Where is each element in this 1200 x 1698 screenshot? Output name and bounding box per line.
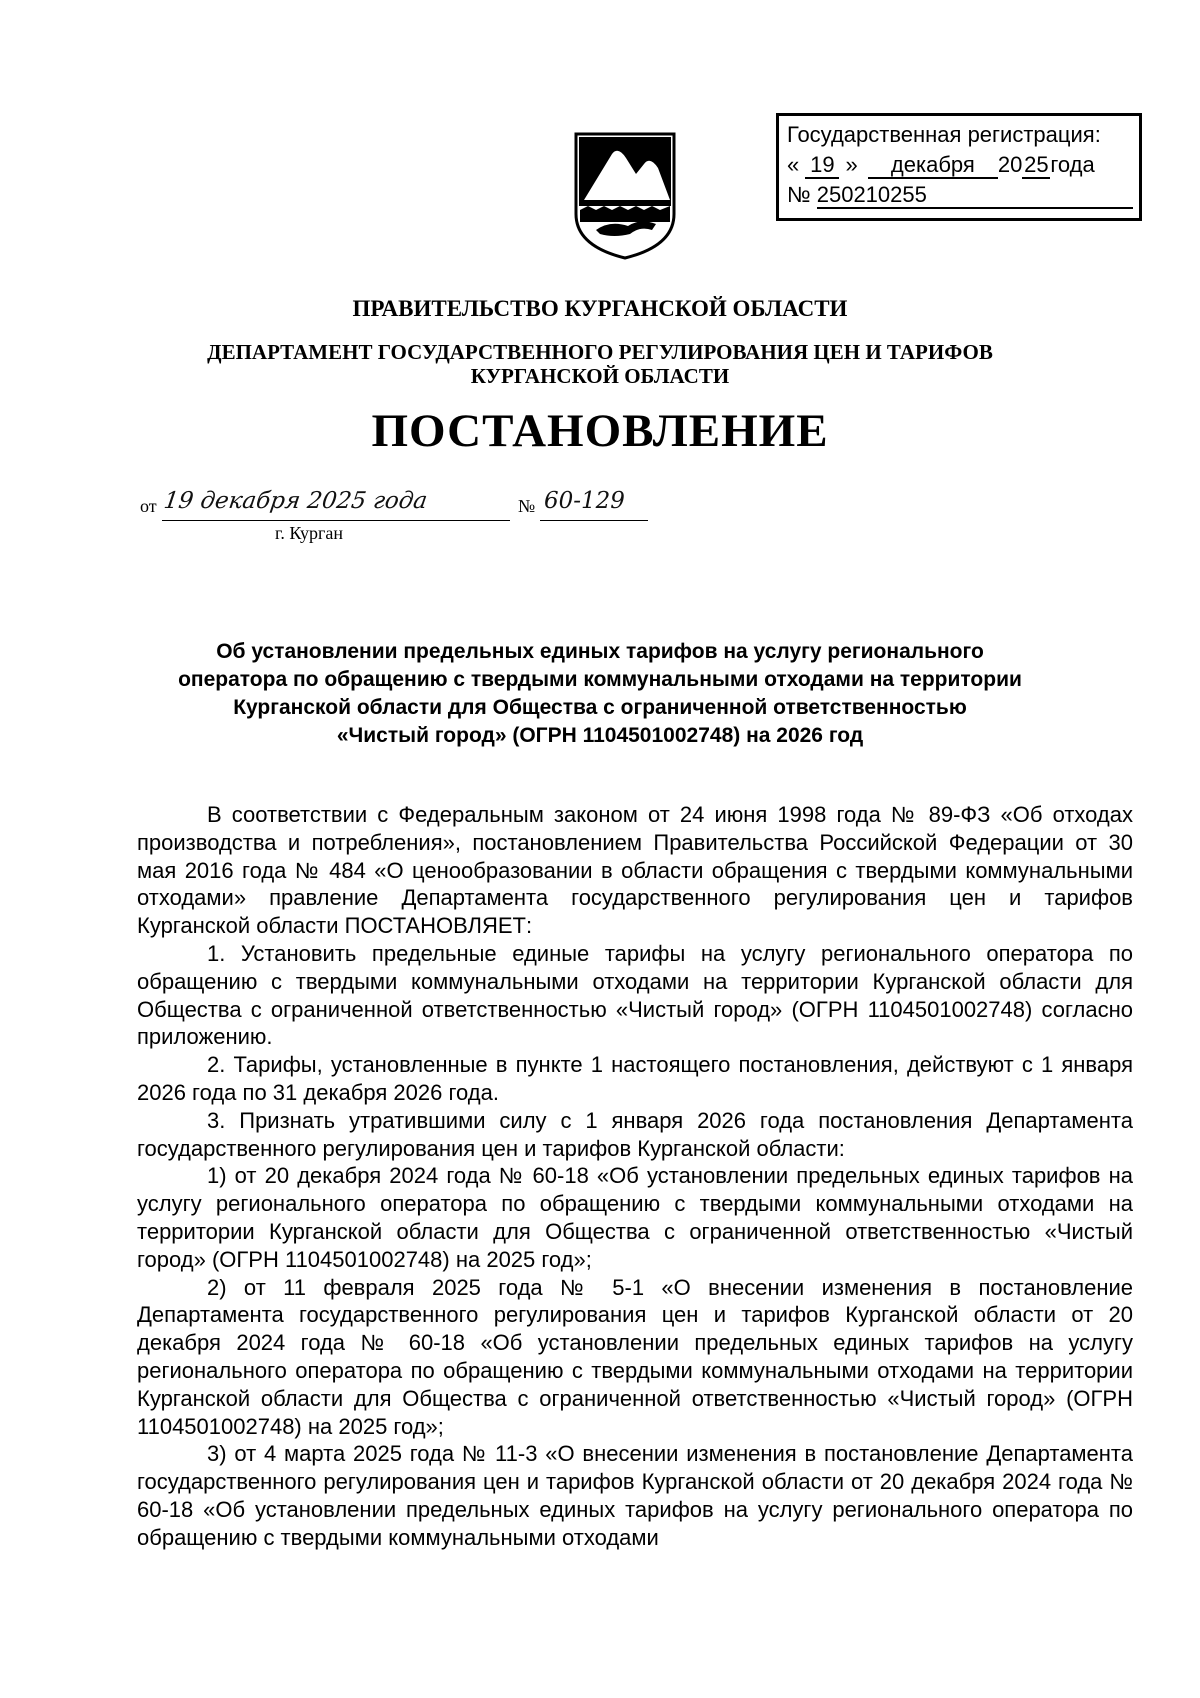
number-label: № xyxy=(518,496,536,516)
government-name: ПРАВИТЕЛЬСТВО КУРГАНСКОЙ ОБЛАСТИ xyxy=(352,296,848,321)
date-underline xyxy=(162,520,510,521)
city: г. Курган xyxy=(275,523,344,543)
number-underline xyxy=(540,520,648,521)
subject-line: Курганской области для Общества с ограниченной ответственностью xyxy=(233,696,967,719)
registration-date xyxy=(787,150,1139,180)
registration-stamp xyxy=(776,113,1142,221)
department-name-line2: КУРГАНСКОЙ ОБЛАСТИ xyxy=(470,364,730,388)
subject-line: оператора по обращению с твердыми коммунальными отходами на территории xyxy=(178,668,1022,691)
registration-title: Государственная регистрация: xyxy=(787,122,1101,147)
registration-year-suffix: 25 xyxy=(1024,152,1049,177)
registration-open-quote: « xyxy=(787,152,800,177)
item-1-paragraph: 1. Установить предельные единые тарифы на услугу регионального оператора по обращению с твердыми коммунальными отходами на территории Курганской области для Общества с ограниченной ответственностью «Чистый город» (ОГРН 1104501002748) согласно приложению. xyxy=(137,940,1133,1050)
item-3-paragraph: 3. Признать утратившими силу с 1 января 2026 года постановления Департамента государственного регулирования цен и тарифов Курганской области: xyxy=(137,1107,1133,1161)
document-type-title: ПОСТАНОВЛЕНИЕ xyxy=(371,405,829,457)
coat-of-arms-icon xyxy=(570,130,680,262)
registration-day: 19 xyxy=(805,153,839,179)
item-3-1-paragraph: 1) от 20 декабря 2024 года № 60-18 «Об установлении предельных единых тарифов на услугу регионального оператора по обращению с твердыми коммунальными отходами на территории Курганской области для Общества с ограниченной ответственностью «Чистый город» (ОГРН 1104501002748) на 2025 год»; xyxy=(137,1163,1133,1272)
subject-line: «Чистый город» (ОГРН 1104501002748) на 2026 год xyxy=(336,724,864,747)
registration-year-word: года xyxy=(1050,152,1095,177)
department-name-line1: ДЕПАРТАМЕНТ ГОСУДАРСТВЕННОГО РЕГУЛИРОВАНИЯ ЦЕН И ТАРИФОВ xyxy=(207,340,993,364)
handwritten-date: 19 декабря 2025 года xyxy=(162,488,429,514)
item-3-2-paragraph: 2) от 11 февраля 2025 года № 5-1 «О внесении изменения в постановление Департамента государственного регулирования цен и тарифов Курганской области от 20 декабря 2024 года № 60-18 «Об установлении предельных единых тарифов на услугу регионального оператора по обращению с твердыми коммунальными отходами на территории Курганской области для Общества с ограниченной ответственностью «Чистый город» (ОГРН 1104501002748) на 2025 год»; xyxy=(137,1274,1133,1439)
registration-number: 250210255 xyxy=(817,183,1133,209)
document-subject xyxy=(120,638,1080,750)
registration-close-quote: » xyxy=(845,152,858,177)
date-from-label: от xyxy=(140,496,157,516)
handwritten-number: 60-129 xyxy=(544,488,625,514)
registration-number-row xyxy=(787,180,1139,210)
registration-year-prefix: 20 xyxy=(997,152,1023,177)
document-body xyxy=(137,801,1133,1552)
item-3-3-paragraph: 3) от 4 марта 2025 года № 11-3 «О внесении изменения в постановление Департамента государственного регулирования цен и тарифов Курганской области от 20 декабря 2024 года № 60-18 «Об установлении предельных единых тарифов на услугу регионального оператора по обращению с твердыми коммунальными отходами xyxy=(137,1441,1133,1550)
item-2-paragraph: 2. Тарифы, установленные в пункте 1 настоящего постановления, действуют с 1 января 2026 года по 31 декабря 2026 года. xyxy=(137,1052,1133,1105)
registration-number-label: № xyxy=(787,182,811,207)
subject-line: Об установлении предельных единых тарифов на услугу регионального xyxy=(216,640,984,663)
registration-month: декабря xyxy=(868,153,998,179)
preamble-paragraph: В соответствии с Федеральным законом от 24 июня 1998 года № 89-ФЗ «Об отходах производства и потребления», постановлением Правительства Российской Федерации от 30 мая 2016 года № 484 «О ценообразовании в области обращения с твердыми коммунальными отходами» правление Департамента государственного регулирования цен и тарифов Курганской области ПОСТАНОВЛЯЕТ: xyxy=(137,802,1133,939)
